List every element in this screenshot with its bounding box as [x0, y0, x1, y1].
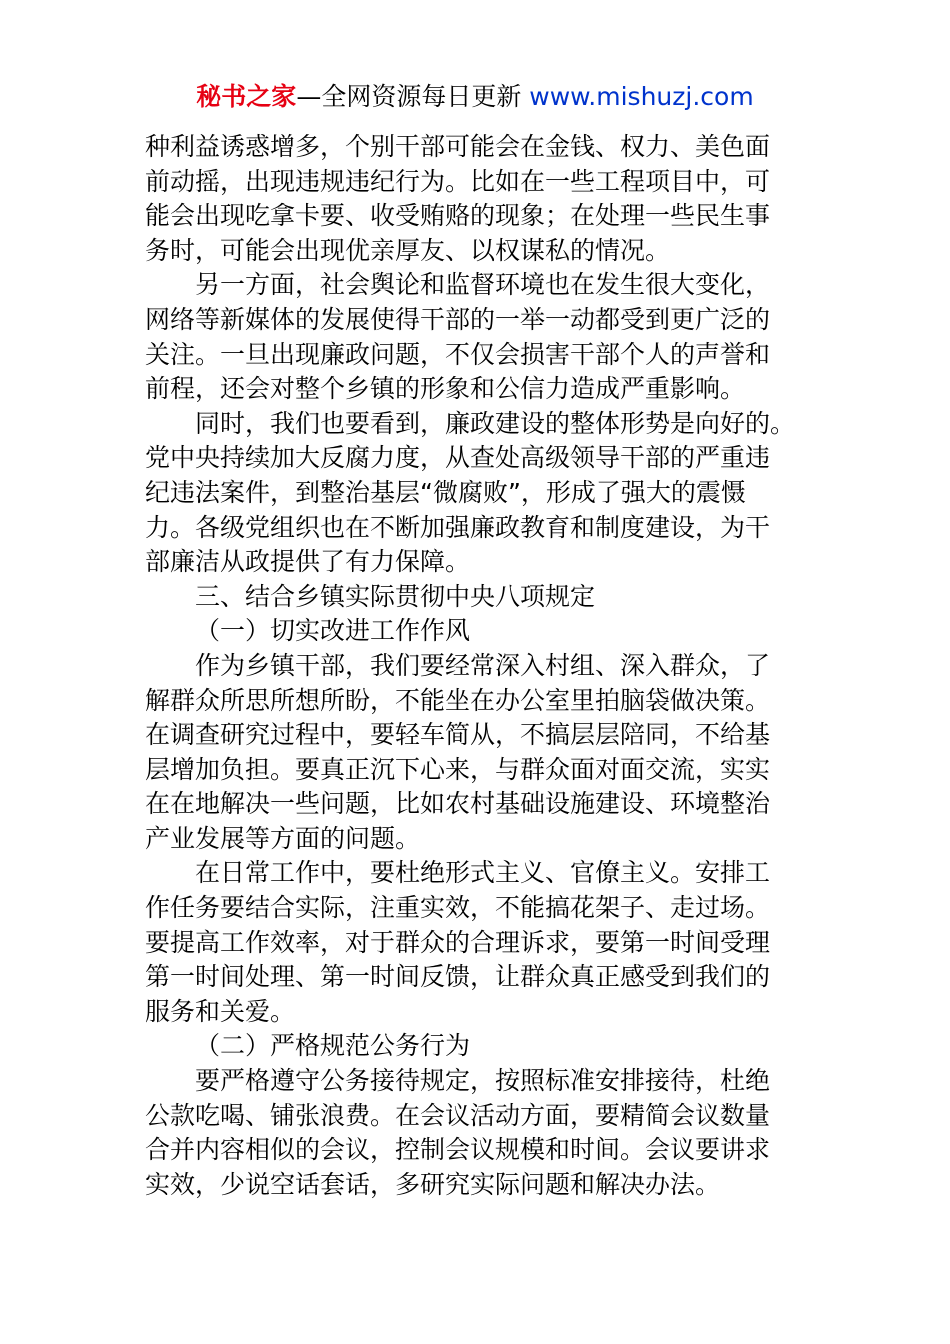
text-line: 合并内容相似的会议，控制会议规模和时间。会议要讲求 [145, 1135, 771, 1165]
text-line: 前程，还会对整个乡镇的形象和公信力造成严重影响。 [145, 374, 746, 404]
text-line: 另一方面，社会舆论和监督环境也在发生很大变化， [195, 270, 771, 300]
text-line: 党中央持续加大反腐力度，从查处高级领导干部的严重违 [145, 443, 771, 473]
site-tagline: —全网资源每日更新 [296, 82, 530, 111]
text-line: 务时，可能会出现优亲厚友、以权谋私的情况。 [145, 235, 671, 265]
text-line: 产业发展等方面的问题。 [145, 823, 421, 853]
text-line: 前动摇，出现违规违纪行为。比如在一些工程项目中，可 [145, 166, 771, 196]
text-line: 第一时间处理、第一时间反馈，让群众真正感受到我们的 [145, 962, 771, 992]
text-line: 作为乡镇干部，我们要经常深入村组、深入群众，了 [195, 650, 771, 680]
text-line: 网络等新媒体的发展使得干部的一举一动都受到更广泛的 [145, 304, 771, 334]
text-line: 实效，少说空话套话，多研究实际问题和解决办法。 [145, 1169, 721, 1199]
text-line: 部廉洁从政提供了有力保障。 [145, 547, 471, 577]
text-line: 纪违法案件，到整治基层“微腐败”，形成了强大的震慑 [145, 477, 746, 507]
text-line: 能会出现吃拿卡要、收受贿赂的现象；在处理一些民生事 [145, 201, 771, 231]
text-line: 在日常工作中，要杜绝形式主义、官僚主义。安排工 [195, 858, 771, 888]
text-line: 解群众所思所想所盼，不能坐在办公室里拍脑袋做决策。 [145, 685, 771, 715]
text-line: 关注。一旦出现廉政问题，不仅会损害干部个人的声誉和 [145, 339, 771, 369]
text-line: 作任务要结合实际，注重实效，不能搞花架子、走过场。 [145, 893, 771, 923]
text-line: 力。各级党组织也在不断加强廉政教育和制度建设，为干 [145, 512, 771, 542]
text-line: 三、结合乡镇实际贯彻中央八项规定 [195, 581, 596, 611]
site-header [0, 80, 950, 114]
text-line: 同时，我们也要看到，廉政建设的整体形势是向好的。 [195, 408, 796, 438]
text-line: 公款吃喝、铺张浪费。在会议活动方面，要精简会议数量 [145, 1100, 771, 1130]
site-brand: 秘书之家 [196, 82, 297, 111]
text-line: （二）严格规范公务行为 [195, 1031, 471, 1061]
text-line: （一）切实改进工作作风 [195, 616, 471, 646]
text-line: 要严格遵守公务接待规定，按照标准安排接待，杜绝 [195, 1066, 771, 1096]
text-line: 在在地解决一些问题，比如农村基础设施建设、环境整治 [145, 789, 771, 819]
text-line: 要提高工作效率，对于群众的合理诉求，要第一时间受理 [145, 927, 771, 957]
site-url-link[interactable]: www.mishuzj.com [529, 82, 754, 111]
text-line: 服务和关爱。 [145, 996, 296, 1026]
text-line: 种利益诱惑增多，个别干部可能会在金钱、权力、美色面 [145, 132, 771, 161]
text-line: 层增加负担。要真正沉下心来，与群众面对面交流，实实 [145, 754, 771, 784]
document-body [145, 130, 825, 1202]
text-line: 在调查研究过程中，要轻车简从，不搞层层陪同，不给基 [145, 720, 771, 750]
